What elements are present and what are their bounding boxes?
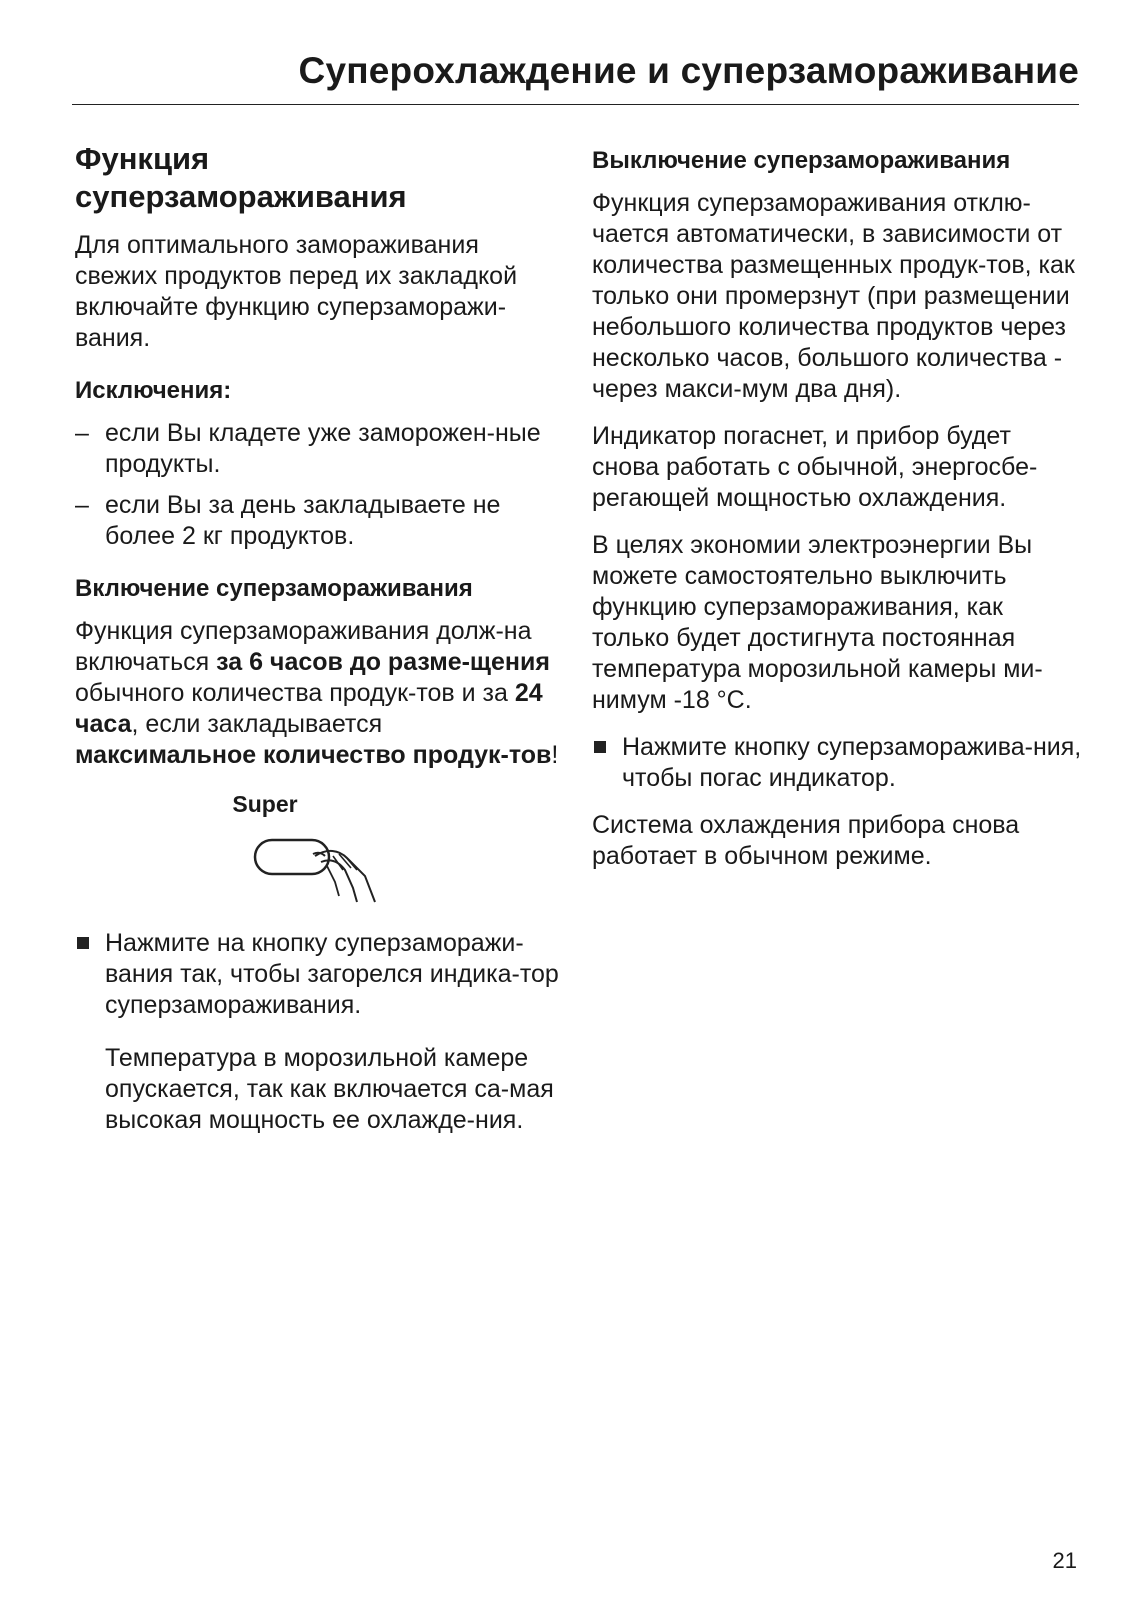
finger-pressing-button-icon xyxy=(235,826,405,906)
result-paragraph: Температура в морозильной камере опускается, так как включается са-мая высокая мощность ее охлажде-ния. xyxy=(105,1044,554,1134)
instruction-text: Нажмите кнопку суперзаморажива-ния, чтобы погас индикатор. xyxy=(622,733,1082,792)
left-column xyxy=(75,140,565,1152)
off-paragraph-3: В целях экономии электроэнергии Вы можете самостоятельно выключить функцию суперзамораживания, как только будет достигнута постоянная температура морозильной камеры ми-нимум -18 °C. xyxy=(592,531,1043,714)
super-button-figure xyxy=(75,789,565,906)
super-button-label: Super xyxy=(232,791,298,817)
section-title-line2: суперзамораживания xyxy=(75,179,407,214)
list-item-text: если Вы кладете уже заморожен-ные продукты. xyxy=(105,419,541,478)
exceptions-title: Исключения: xyxy=(75,377,232,404)
on-text-bold1: за 6 часов до разме-щения xyxy=(216,648,550,676)
instruction-step xyxy=(592,732,1082,794)
list-item-text: если Вы за день закладываете не более 2 кг продуктов. xyxy=(105,491,501,550)
on-text-bold2: 24 часа xyxy=(75,679,543,738)
list-item xyxy=(75,490,565,552)
square-bullet-icon xyxy=(594,741,606,753)
square-bullet-icon xyxy=(77,937,89,949)
result-paragraph: Система охлаждения прибора снова работает в обычном режиме. xyxy=(592,811,1020,870)
page-title: Суперохлаждение и суперзамораживание xyxy=(298,50,1079,91)
on-text-part3: , если закладывается xyxy=(131,710,383,738)
right-column xyxy=(592,140,1082,888)
page-header xyxy=(72,50,1079,105)
on-text-part1: Функция суперзамораживания долж-на включаться xyxy=(75,617,532,676)
list-item xyxy=(75,418,565,480)
exceptions-list xyxy=(75,418,565,552)
page-number: 21 xyxy=(1052,1548,1077,1573)
off-paragraph-2: Индикатор погаснет, и прибор будет снова работать с обычной, энергосбе-регающей мощностью охлаждения. xyxy=(592,422,1038,512)
section-title xyxy=(75,140,565,216)
intro-paragraph: Для оптимального замораживания свежих продуктов перед их закладкой включайте функцию суперзаморажи-вания. xyxy=(75,231,518,352)
section-title-line1: Функция xyxy=(75,141,210,176)
off-paragraph-1: Функция суперзамораживания отклю-чается автоматически, в зависимости от количества размещенных продук-тов, как только они промерзнут (при размещении небольшого количества продуктов через несколько часов, большого количества - через макси-мум два дня). xyxy=(592,189,1075,403)
superfreeze-off-title: Выключение суперзамораживания xyxy=(592,147,1011,174)
dash-marker: – xyxy=(75,491,89,519)
instruction-step xyxy=(75,928,565,1021)
dash-marker: – xyxy=(75,419,89,447)
superfreeze-on-paragraph xyxy=(75,616,565,771)
on-text-part2: обычного количества продук-тов и за xyxy=(75,679,515,707)
superfreeze-on-title: Включение суперзамораживания xyxy=(75,575,473,602)
instruction-text: Нажмите на кнопку суперзаморажи-вания так, чтобы загорелся индика-тор суперзамораживания. xyxy=(105,929,559,1019)
on-text-bold3: максимальное количество продук-тов xyxy=(75,741,552,769)
on-text-part4: ! xyxy=(551,741,559,769)
